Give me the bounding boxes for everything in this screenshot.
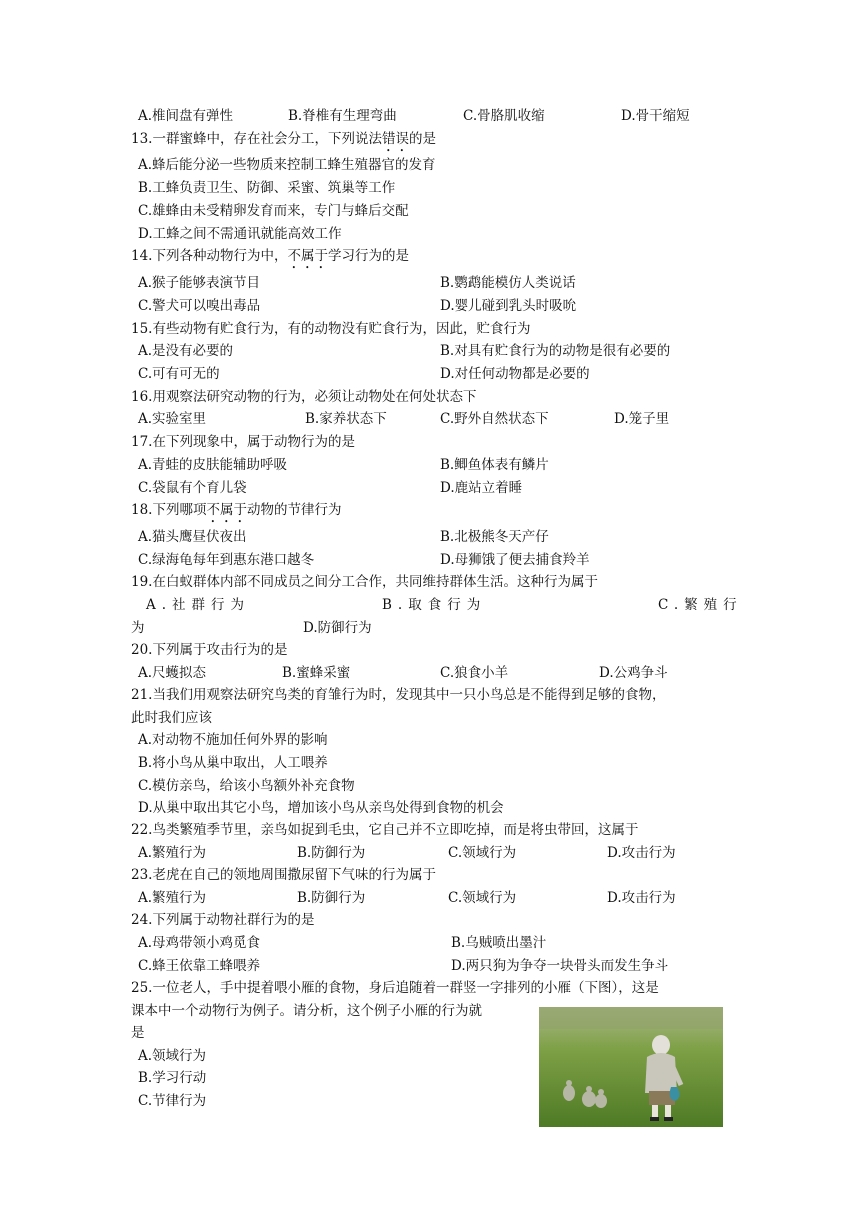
- q18-option-b: B.北极熊冬天产仔: [440, 529, 549, 545]
- q16-option-b: B.家养状态下: [305, 411, 387, 427]
- q18-option-d: D.母狮饿了便去捕食羚羊: [440, 552, 590, 568]
- q21-option-b: B.将小鸟从巢中取出，人工喂养: [138, 755, 328, 771]
- old-man-geese-photo: [539, 1007, 723, 1127]
- q19-option-d: D.防御行为: [303, 620, 372, 636]
- q13-option-d: D.工蜂之间不需通讯就能高效工作: [138, 226, 342, 242]
- q21-option-d: D.从巢中取出其它小鸟，增加该小鸟从亲鸟处得到食物的机会: [138, 800, 504, 816]
- q14-option-b: B.鹦鹉能模仿人类说话: [440, 275, 576, 291]
- q20-stem: 20.下列属于攻击行为的是: [131, 642, 288, 658]
- q25-option-c: C.节律行为: [138, 1093, 207, 1109]
- q18-emphasis: 不属于: [206, 502, 247, 518]
- q15-stem: 15.有些动物有贮食行为，有的动物没有贮食行为，因此，贮食行为: [131, 321, 531, 337]
- q19-option-a: A.社群行为: [146, 597, 251, 613]
- q20-option-c: C.狼食小羊: [440, 665, 509, 681]
- q19-option-c-cont: 为: [131, 620, 145, 636]
- q16-option-d: D.笼子里: [614, 411, 670, 427]
- q20-option-b: B.蜜蜂采蜜: [282, 665, 351, 681]
- q22-option-b: B.防御行为: [297, 845, 366, 861]
- distant-trees: [539, 1007, 723, 1029]
- q13-option-a: A.蜂后能分泌一些物质来控制工蜂生殖器官的发育: [138, 157, 436, 173]
- q19-stem: 19.在白蚁群体内部不同成员之间分工合作，共同维持群体生活。这种行为属于: [131, 574, 598, 590]
- old-man-geese-illustration: [539, 1007, 723, 1127]
- q19-option-c: C.繁殖行: [658, 597, 743, 613]
- q13-emphasis: 错误: [381, 131, 409, 147]
- q20-option-d: D.公鸡争斗: [599, 665, 668, 681]
- q21-stem-line1: 21.当我们用观察法研究鸟类的育雏行为时，发现其中一只小鸟总是不能得到足够的食物，: [131, 687, 666, 703]
- q16-option-c: C.野外自然状态下: [440, 411, 549, 427]
- q25-stem-line2: 课本中一个动物行为例子。请分析，这个例子小雁的行为就: [131, 1003, 482, 1019]
- q15-option-c: C.可有可无的: [138, 366, 220, 382]
- q25-stem-line3: 是: [131, 1025, 145, 1041]
- q19-option-b: B.取食行为: [382, 597, 487, 613]
- q14-option-c: C.警犬可以嗅出毒品: [138, 298, 261, 314]
- q24-option-b: B.乌贼喷出墨汁: [451, 935, 547, 951]
- q17-option-a: A.青蛙的皮肤能辅助呼吸: [138, 457, 288, 473]
- q23-option-a: A.繁殖行为: [138, 890, 207, 906]
- q18-option-c: C.绿海龟每年到惠东港口越冬: [138, 552, 315, 568]
- q17-stem: 17.在下列现象中，属于动物行为的是: [131, 434, 355, 450]
- q15-option-b: B.对具有贮食行为的动物是很有必要的: [440, 343, 671, 359]
- q25-option-b: B.学习行动: [138, 1070, 207, 1086]
- q12-option-b: B.脊椎有生理弯曲: [288, 108, 397, 124]
- q12-option-d: D.骨干缩短: [621, 108, 690, 124]
- q14-option-a: A.猴子能够表演节目: [138, 275, 261, 291]
- q13-stem: 13.一群蜜蜂中，存在社会分工，下列说法错误的是: [131, 131, 436, 147]
- q22-option-d: D.攻击行为: [607, 845, 676, 861]
- q25-option-a: A.领域行为: [138, 1048, 207, 1064]
- q18-option-a: A.猫头鹰昼伏夜出: [138, 529, 247, 545]
- q12-option-c: C.骨胳肌收缩: [463, 108, 545, 124]
- q13-option-c: C.雄蜂由未受精卵发育而来，专门与蜂后交配: [138, 203, 409, 219]
- q14-stem: 14.下列各种动物行为中，不属于学习行为的是: [131, 248, 409, 264]
- q24-option-d: D.两只狗为争夺一块骨头而发生争斗: [451, 958, 669, 974]
- q24-option-c: C.蜂王依靠工蜂喂养: [138, 958, 261, 974]
- q23-stem: 23.老虎在自己的领地周围撒尿留下气味的行为属于: [131, 867, 436, 883]
- q24-stem: 24.下列属于动物社群行为的是: [131, 912, 315, 928]
- q21-stem-line2: 此时我们应该: [131, 710, 212, 726]
- q20-option-a: A.尺蠖拟态: [138, 665, 207, 681]
- q12-option-a: A.椎间盘有弹性: [138, 108, 234, 124]
- q25-stem-line1: 25.一位老人，手中提着喂小雁的食物，身后追随着一群竖一字排列的小雁（下图），这是: [131, 980, 659, 996]
- q15-option-d: D.对任何动物都是必要的: [440, 366, 590, 382]
- q14-emphasis: 不属于: [287, 248, 328, 264]
- q17-option-d: D.鹿站立着睡: [440, 480, 523, 496]
- q22-option-c: C.领域行为: [448, 845, 517, 861]
- q22-stem: 22.鸟类繁殖季节里，亲鸟如捉到毛虫，它自己并不立即吃掉，而是将虫带回，这属于: [131, 822, 639, 838]
- q15-option-a: A.是没有必要的: [138, 343, 234, 359]
- q22-option-a: A.繁殖行为: [138, 845, 207, 861]
- q21-option-c: C.模仿亲鸟，给该小鸟额外补充食物: [138, 778, 355, 794]
- q23-option-c: C.领域行为: [448, 890, 517, 906]
- q17-option-c: C.袋鼠有个育儿袋: [138, 480, 247, 496]
- q23-option-d: D.攻击行为: [607, 890, 676, 906]
- q16-stem: 16.用观察法研究动物的行为，必须让动物处在何处状态下: [131, 389, 477, 405]
- q24-option-a: A.母鸡带领小鸡觅食: [138, 935, 261, 951]
- q14-option-d: D.婴儿碰到乳头时吸吮: [440, 298, 577, 314]
- q13-option-b: B.工蜂负责卫生、防御、采蜜、筑巢等工作: [138, 180, 396, 196]
- q18-stem: 18.下列哪项不属于动物的节律行为: [131, 502, 342, 518]
- q17-option-b: B.鲫鱼体表有鳞片: [440, 457, 549, 473]
- q16-option-a: A.实验室里: [138, 411, 207, 427]
- q23-option-b: B.防御行为: [297, 890, 366, 906]
- q21-option-a: A.对动物不施加任何外界的影响: [138, 732, 328, 748]
